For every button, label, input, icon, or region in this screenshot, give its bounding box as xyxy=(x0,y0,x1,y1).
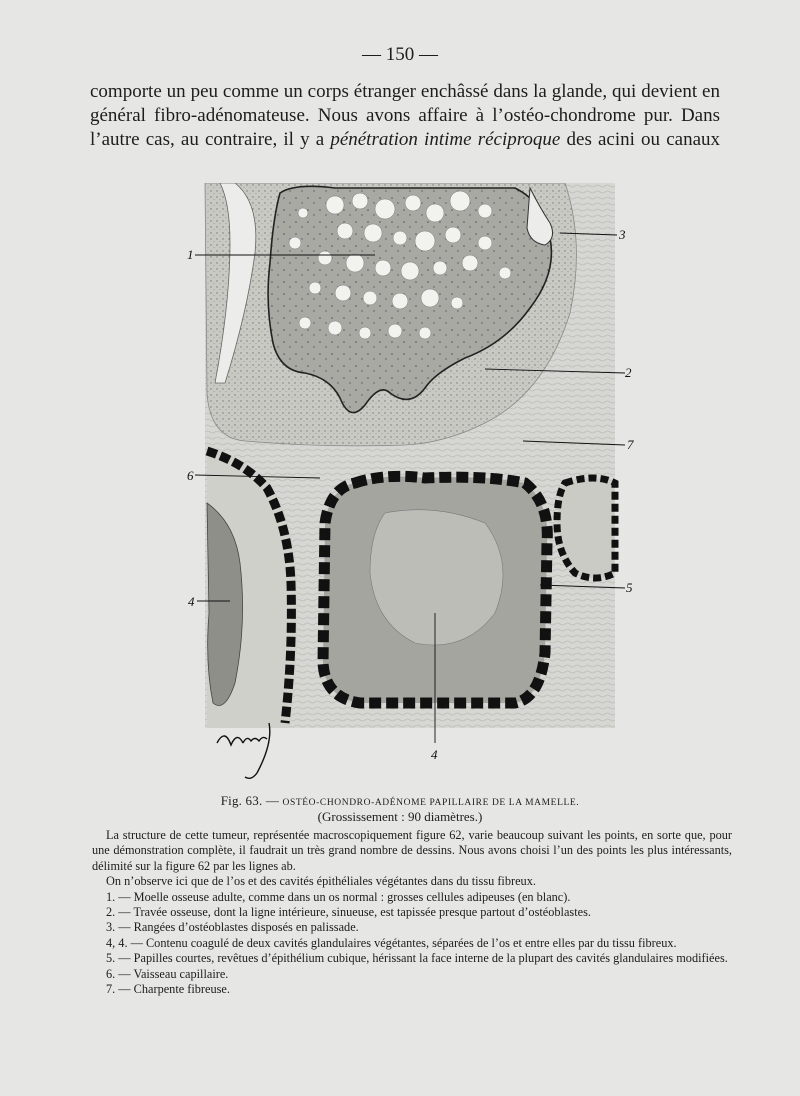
label-3: 3 xyxy=(619,227,626,242)
label-4-center: 4 xyxy=(431,747,438,762)
histology-figure xyxy=(185,183,635,783)
label-4-left: 4 xyxy=(188,594,195,609)
body-line-1: comporte un peu comme un corps étranger enchâssé dans la glande, qui devient en xyxy=(90,81,720,102)
body-line-3 xyxy=(90,128,720,152)
legend-item-3: 3. — Rangées d’ostéoblastes disposés en palissade. xyxy=(106,920,359,935)
description-paragraph-2: On n’observe ici que de l’os et des cavités épithéliales végétantes dans du tissu fibreux. xyxy=(106,874,536,889)
label-6: 6 xyxy=(187,468,194,483)
page-number: — 150 — xyxy=(362,44,438,65)
figure-description xyxy=(92,828,732,997)
right-gland xyxy=(557,478,615,578)
legend-item-5: 5. — Papilles courtes, revêtues d’épithélium cubique, hérissant la face interne de la plupart des cavités glandulaires modifiées. xyxy=(106,951,728,966)
figure-caption-title xyxy=(0,793,800,809)
legend-item-4: 4, 4. — Contenu coagulé de deux cavités glandulaires végétantes, séparées de l’os et entre elles par du tissu fibreux. xyxy=(106,935,677,950)
body-text xyxy=(90,80,720,152)
body-line-3-start: l’autre cas, au contraire, il y a xyxy=(90,129,331,150)
legend-item-6: 6. — Vaisseau capillaire. xyxy=(106,966,229,981)
legend-item-2: 2. — Travée osseuse, dont la ligne intérieure, sinueuse, est tapissée presque partout d’ostéoblastes. xyxy=(106,905,591,920)
legend-items xyxy=(92,890,732,998)
figure-magnification: (Grossissement : 90 diamètres.) xyxy=(317,809,483,824)
histology-drawing xyxy=(185,183,635,783)
label-2: 2 xyxy=(625,365,632,380)
label-5: 5 xyxy=(626,580,633,595)
legend-item-1: 1. — Moelle osseuse adulte, comme dans un os normal : grosses cellules adipeuses (en blanc). xyxy=(106,889,571,904)
body-line-2: général fibro-adénomateuse. Nous avons affaire à l’ostéo-chondrome pur. Dans xyxy=(90,105,720,126)
body-line-3-end: des acini ou canaux xyxy=(560,129,720,150)
figure-number: Fig. 63. — xyxy=(220,793,283,808)
body-line-3-emphasis: pénétration intime réciproque xyxy=(330,129,561,150)
figure-title: OSTÉO-CHONDRO-ADÉNOME PAPILLAIRE DE LA MAMELLE. xyxy=(282,798,580,808)
label-1: 1 xyxy=(187,247,194,262)
label-7: 7 xyxy=(627,437,634,452)
artist-signature xyxy=(217,723,270,778)
description-paragraph-1: La structure de cette tumeur, représentée macroscopiquement figure 62, varie beaucoup suivant les points, en sorte que, pour une démonstration complète, il faudrait un très grand nombre de dessins. Nous avons choisi l’un des points les plus intéressants, délimité sur la figure 62 par les lignes ab. xyxy=(92,828,732,873)
legend-item-7: 7. — Charpente fibreuse. xyxy=(106,982,230,997)
